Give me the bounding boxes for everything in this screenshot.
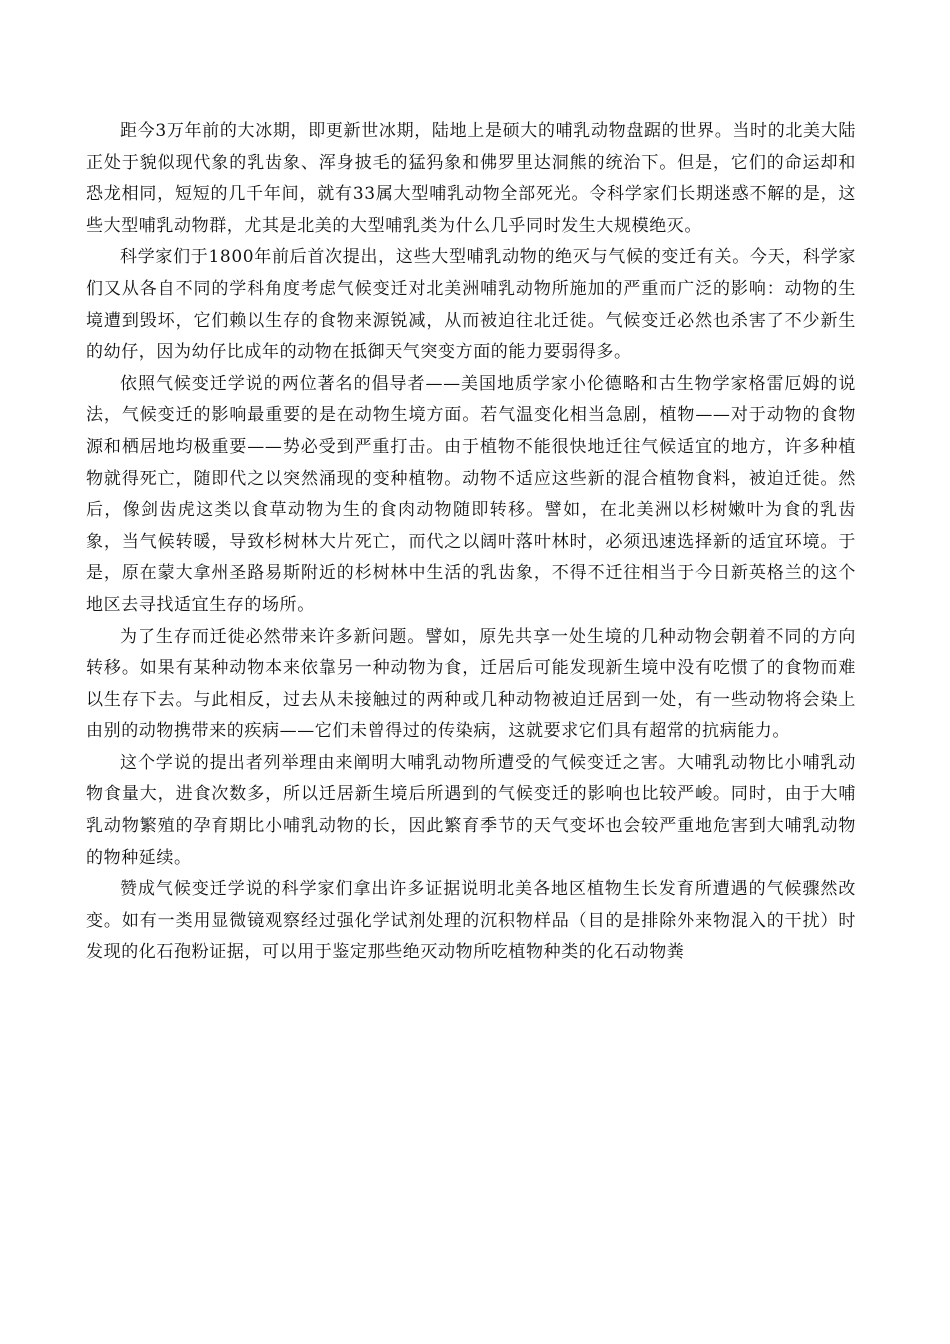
paragraph-large-mammals-harm: 这个学说的提出者列举理由来阐明大哺乳动物所遭受的气候变迁之害。大哺乳动物比小哺乳动物食量大，进食次数多，所以迁居新生境后所遇到的气候变迁的影响也比较严峻。同时，由于大哺乳动物繁殖的孕育期比小哺乳动物的长，因此繁育季节的天气变坏也会较严重地危害到大哺乳动物的物种延续。 <box>86 752 856 868</box>
paragraph-climate-change-origin: 科学家们于1800年前后首次提出，这些大型哺乳动物的绝灭与气候的变迁有关。今天，科学家们又从各自不同的学科角度考虑气候变迁对北美洲哺乳动物所施加的严重而广泛的影响：动物的生境遭到毁坏，它们赖以生存的食物来源锐减，从而被迫往北迁徙。气候变迁必然也杀害了不少新生的幼仔，因为幼仔比成年的动物在抵御天气突变方面的能力要弱得多。 <box>86 247 856 363</box>
paragraph-pollen-evidence: 赞成气候变迁学说的科学家们拿出许多证据说明北美各地区植物生长发育所遭遇的气候骤然改变。如有一类用显微镜观察经过强化学试剂处理的沉积物样品（目的是排除外来物混入的干扰）时发现的化石孢粉证据，可以用于鉴定那些绝灭动物所吃植物种类的化石动物粪 <box>86 879 856 963</box>
paragraph-migration-problems: 为了生存而迁徙必然带来许多新问题。譬如，原先共享一处生境的几种动物会朝着不同的方向转移。如果有某种动物本来依靠另一种动物为食，迁居后可能发现新生境中没有吃惯了的食物而难以生存下去。与此相反，过去从未接触过的两种或几种动物被迫迁居到一处，有一些动物将会染上由别的动物携带来的疾病——它们未曾得过的传染病，这就要求它们具有超常的抗病能力。 <box>86 626 856 742</box>
paragraph-habitat-impact: 依照气候变迁学说的两位著名的倡导者——美国地质学家小伦德略和古生物学家格雷厄姆的说法，气候变迁的影响最重要的是在动物生境方面。若气温变化相当急剧，植物——对于动物的食物源和栖居地均极重要——势必受到严重打击。由于植物不能很快地迁往气候适宜的地方，许多种植物就得死亡，随即代之以突然涌现的变种植物。动物不适应这些新的混合植物食料，被迫迁徙。然后，像剑齿虎这类以食草动物为生的食肉动物随即转移。譬如，在北美洲以杉树嫩叶为食的乳齿象，当气候转暖，导致杉树林大片死亡，而代之以阔叶落叶林时，必须迅速选择新的适宜环境。于是，原在蒙大拿州圣路易斯附近的杉树林中生活的乳齿象，不得不迁往相当于今日新英格兰的这个地区去寻找适宜生存的场所。 <box>86 373 856 615</box>
document-body <box>86 116 856 969</box>
paragraph-ice-age-extinction: 距今3万年前的大冰期，即更新世冰期，陆地上是硕大的哺乳动物盘踞的世界。当时的北美大陆正处于貌似现代象的乳齿象、浑身披毛的猛犸象和佛罗里达洞熊的统治下。但是，它们的命运却和恐龙相同，短短的几千年间，就有33属大型哺乳动物全部死光。令科学家们长期迷惑不解的是，这些大型哺乳动物群，尤其是北美的大型哺乳类为什么几乎同时发生大规模绝灭。 <box>86 121 856 236</box>
